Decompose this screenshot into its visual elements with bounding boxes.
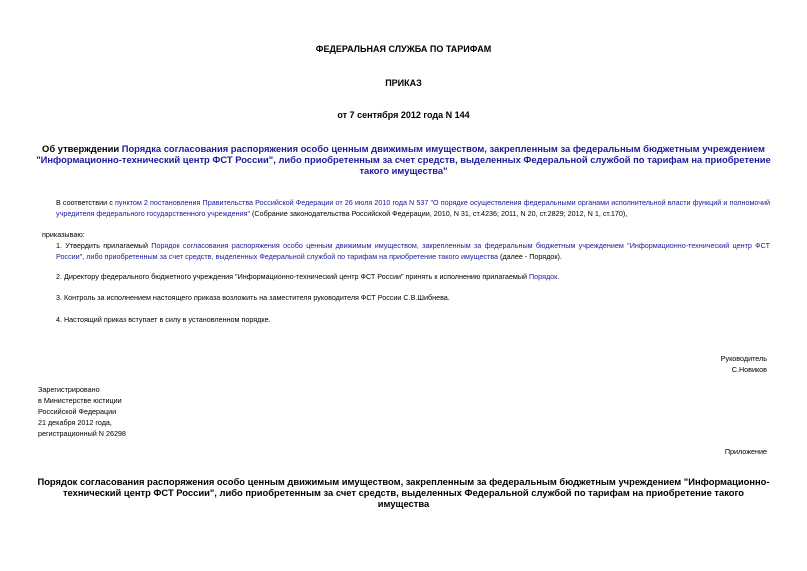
order-word: приказываю: [42, 230, 85, 239]
item-2-suffix: . [557, 272, 560, 281]
signature-role: Руководитель [720, 354, 767, 363]
agency-heading: ФЕДЕРАЛЬНАЯ СЛУЖБА ПО ТАРИФАМ [315, 44, 492, 54]
item-2-prefix: 2. Директору федерального бюджетного учреждения "Информационно-технический центр ФСТ России" принять к исполнению прилагаемый [56, 272, 530, 281]
registration-line: регистрационный N 26298 [38, 429, 126, 438]
item-3: 3. Контроль за исполнением настоящего приказа возложить на заместителя руководителя ФСТ России С.В.Шибнева. [56, 293, 450, 302]
appendix-title: Порядок согласования распоряжения особо ценным движимым имуществом, закрепленным за федеральным бюджетным учреждением "Информационно-технический центр ФСТ России", либо приобретенным за счет средств, выделенных Федеральной службой по тарифам на приобретение такого имущества [37, 476, 770, 509]
signature-block [721, 353, 767, 375]
order-title-link[interactable]: Порядка согласования распоряжения особо ценным движимым имуществом, закрепленным за федеральным бюджетным учреждением "Информационно-технический центр ФСТ России", либо приобретенным за счет средств, выделенных Федеральной службой по тарифам на приобретение такого имущества" [36, 143, 771, 176]
preamble-suffix: (Собрание законодательства Российской Федерации, 2010, N 31, ст.4236; 2011, N 20, ст.2829; 2012, N 1, ст.170), [250, 209, 628, 218]
item-1-prefix: 1. Утвердить прилагаемый [56, 241, 152, 250]
order-title [36, 143, 771, 176]
doc-type-heading: ПРИКАЗ [385, 78, 422, 88]
registration-line: 21 декабря 2012 года, [38, 418, 112, 427]
date-number-heading: от 7 сентября 2012 года N 144 [337, 110, 470, 120]
item-1-procedure-link[interactable]: Порядок согласования распоряжения особо ценным движимым имуществом, закрепленным за федеральным бюджетным учреждением "Информационно-технический центр ФСТ России", либо приобретенным за счет средств, выделенных Федеральной службой по тарифам на приобретение такого имущества [56, 241, 770, 261]
item-1 [56, 240, 770, 262]
item-2-procedure-link[interactable]: Порядок [529, 272, 558, 281]
registration-line: в Министерстве юстиции [38, 396, 122, 405]
order-title-prefix: Об утверждении [42, 143, 122, 154]
registration-line: Российской Федерации [38, 407, 117, 416]
registration-line: Зарегистрировано [38, 385, 100, 394]
preamble-prefix: В соответствии с [56, 198, 115, 207]
signature-name: С.Новиков [731, 365, 767, 374]
registration-block [38, 384, 126, 439]
item-4: 4. Настоящий приказ вступает в силу в установленном порядке. [56, 315, 271, 324]
preamble-paragraph [56, 197, 770, 219]
item-1-suffix: (далее - Порядок). [498, 252, 562, 261]
appendix-label: Приложение [724, 447, 767, 456]
preamble-law-link[interactable]: пунктом 2 постановления Правительства Российской Федерации от 26 июля 2010 года N 537 "О порядке осуществления федеральными органами исполнительной власти функций и полномочий учредителя федерального государственного учреждения" [56, 198, 770, 218]
item-2 [56, 271, 559, 282]
